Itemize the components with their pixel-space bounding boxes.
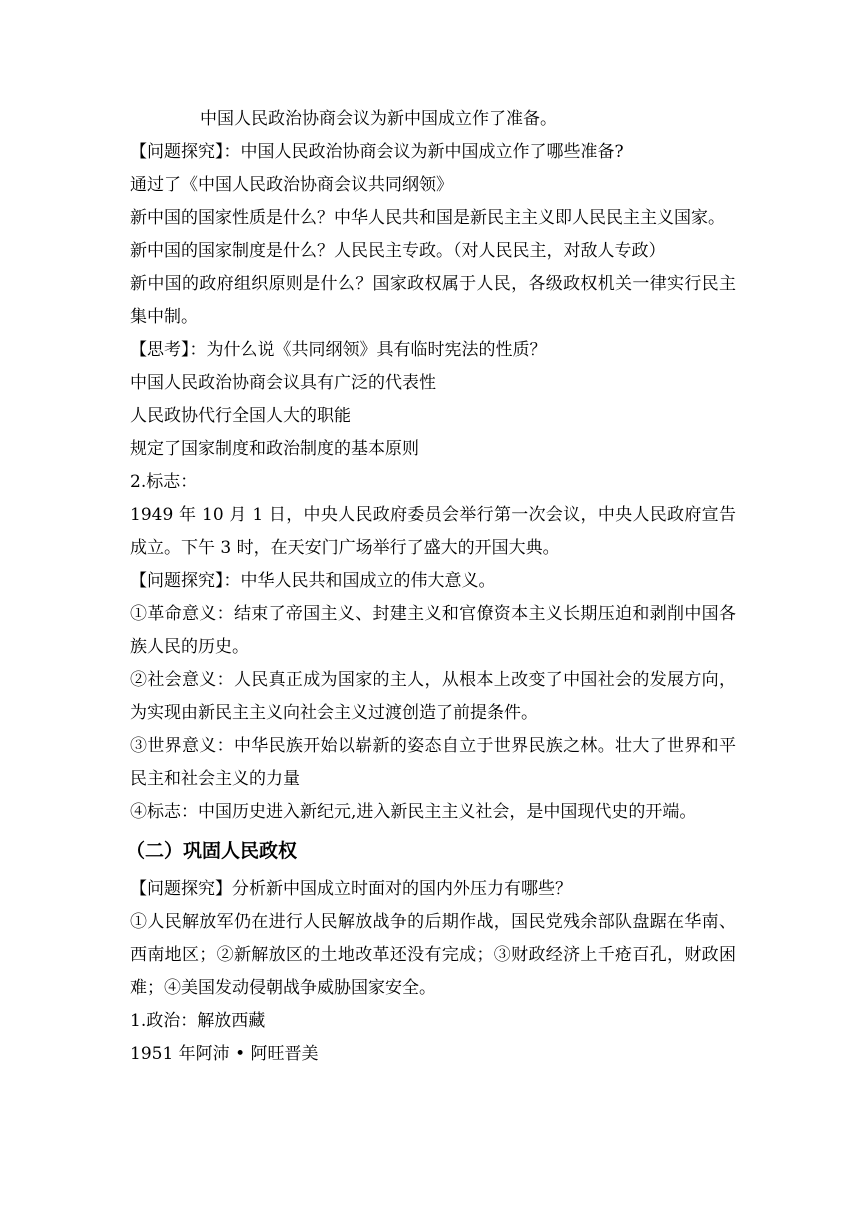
answer-common-program: 通过了《中国人民政治协商会议共同纲领》 bbox=[130, 175, 453, 195]
significance-world: ③世界意义：中华民族开始以崭新的姿态自立于世界民族之林。壮大了世界和平民主和社会主义的力量 bbox=[130, 736, 736, 789]
paragraph-cppcc-preparation: 中国人民政治协商会议为新中国成立作了准备。 bbox=[200, 109, 557, 129]
document-body bbox=[126, 103, 736, 1071]
answer-pressures: ①人民解放军仍在进行人民解放战争的后期作战，国民党残余部队盘踞在华南、西南地区；②新解放区的土地改革还没有完成；③财政经济上千疮百孔，财政困难；④美国发动侵朝战争威胁国家安全。 bbox=[130, 912, 736, 998]
paragraph-1951-ngapoi: 1951 年阿沛 • 阿旺晋美 bbox=[130, 1044, 319, 1064]
question-inquiry-significance: 【问题探究】：中华人民共和国成立的伟大意义。 bbox=[130, 571, 496, 591]
question-inquiry-pressures: 【问题探究】分析新中国成立时面对的国内外压力有哪些？ bbox=[130, 879, 572, 899]
significance-revolutionary: ①革命意义：结束了帝国主义、封建主义和官僚资本主义长期压迫和剥削中国各族人民的历史。 bbox=[130, 604, 736, 657]
answer-government-principle: 新中国的政府组织原则是什么？国家政权属于人民，各级政权机关一律实行民主集中制。 bbox=[130, 274, 736, 327]
subsection-politics-tibet: 1.政治：解放西藏 bbox=[130, 1011, 266, 1031]
significance-symbol: ④标志：中国历史进入新纪元,进入新民主主义社会，是中国现代史的开端。 bbox=[130, 802, 697, 822]
reason-representativeness: 中国人民政治协商会议具有广泛的代表性 bbox=[130, 373, 436, 393]
section-symbol-label: 2.标志： bbox=[130, 472, 198, 492]
section-heading-consolidate-power: （二）巩固人民政权 bbox=[126, 840, 298, 862]
paragraph-founding-ceremony: 1949 年 10 月 1 日，中央人民政府委员会举行第一次会议，中央人民政府宣告成立。下午 3 时，在天安门广场举行了盛大的开国大典。 bbox=[130, 505, 736, 558]
answer-state-system: 新中国的国家制度是什么？人民民主专政。（对人民民主，对敌人专政） bbox=[130, 241, 666, 261]
reason-basic-principles: 规定了国家制度和政治制度的基本原则 bbox=[130, 439, 419, 459]
reason-npc-functions: 人民政协代行全国人大的职能 bbox=[130, 406, 351, 426]
question-inquiry-preparations: 【问题探究】：中国人民政治协商会议为新中国成立作了哪些准备? bbox=[130, 142, 624, 162]
question-think-provisional-constitution: 【思考】：为什么说《共同纲领》具有临时宪法的性质？ bbox=[130, 340, 547, 360]
significance-social: ②社会意义：人民真正成为国家的主人，从根本上改变了中国社会的发展方向，为实现由新民主主义向社会主义过渡创造了前提条件。 bbox=[130, 670, 736, 723]
answer-state-nature: 新中国的国家性质是什么？中华人民共和国是新民主主义即人民民主主义国家。 bbox=[130, 208, 725, 228]
